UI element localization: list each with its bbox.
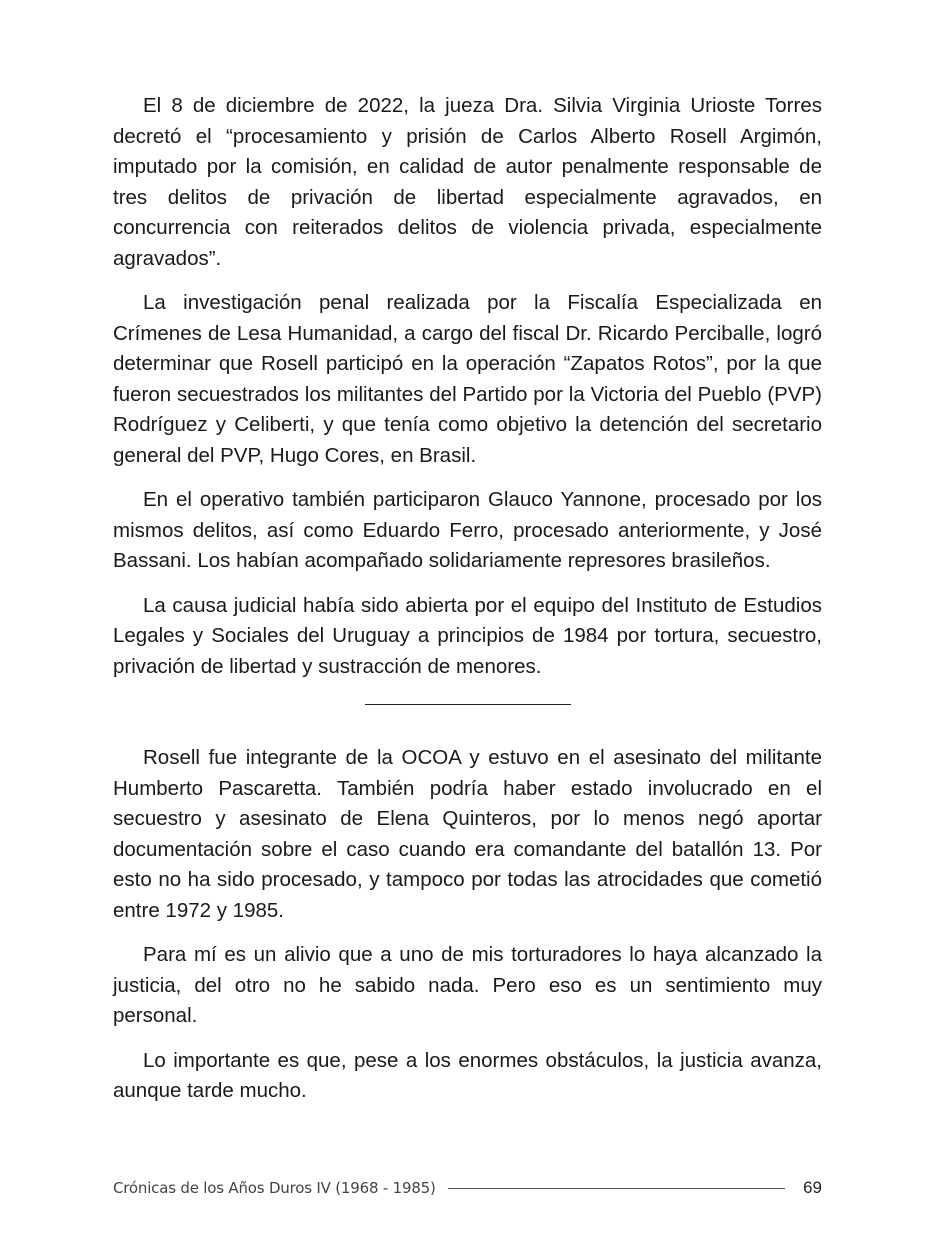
- paragraph: La investigación penal realizada por la Fiscalía Especializada en Crímenes de Lesa Humanidad, a cargo del fiscal Dr. Ricardo Perciballe, logró determinar que Rosell participó en la operación “Zapatos Rotos”, por la que fueron secuestrados los militantes del Partido por la Victoria del Pueblo (PVP) Rodríguez y Celiberti, y que tenía como objetivo la detención del secretario general del PVP, Hugo Cores, en Brasil.: [113, 291, 822, 467]
- paragraph: En el operativo también participaron Glauco Yannone, procesado por los mismos delitos, así como Eduardo Ferro, procesado anteriormente, y José Bassani. Los habían acompañado solidariamente represores brasileños.: [113, 488, 822, 572]
- paragraph: Rosell fue integrante de la OCOA y estuvo en el asesinato del militante Humberto Pascaretta. También podría haber estado involucrado en el secuestro y asesinato de Elena Quinteros, por lo menos negó aportar documentación sobre el caso cuando era comandante del batallón 13. Por esto no ha sido procesado, y tampoco por todas las atrocidades que cometió entre 1972 y 1985.: [113, 746, 822, 922]
- page-footer: [113, 1177, 822, 1199]
- paragraph: El 8 de diciembre de 2022, la jueza Dra. Silvia Virginia Urioste Torres decretó el “procesamiento y prisión de Carlos Alberto Rosell Argimón, imputado por la comisión, en calidad de autor penalmente responsable de tres delitos de privación de libertad especialmente agravados, en concurrencia con reiterados delitos de violencia privada, especialmente agravados”.: [113, 94, 822, 270]
- paragraph: Para mí es un alivio que a uno de mis torturadores lo haya alcanzado la justicia, del otro no he sabido nada. Pero eso es un sentimiento muy personal.: [113, 943, 822, 1027]
- footer-rule: [448, 1188, 785, 1189]
- paragraph: Lo importante es que, pese a los enormes obstáculos, la justicia avanza, aunque tarde mucho.: [113, 1048, 822, 1102]
- footer-book-title: Crónicas de los Años Duros IV (1968 - 1985): [113, 1179, 436, 1197]
- page-number: 69: [803, 1178, 822, 1197]
- page-body: [113, 91, 822, 1121]
- section-separator: [365, 704, 571, 705]
- paragraph: La causa judicial había sido abierta por el equipo del Instituto de Estudios Legales y Sociales del Uruguay a principios de 1984 por tortura, secuestro, privación de libertad y sustracción de menores.: [113, 593, 822, 678]
